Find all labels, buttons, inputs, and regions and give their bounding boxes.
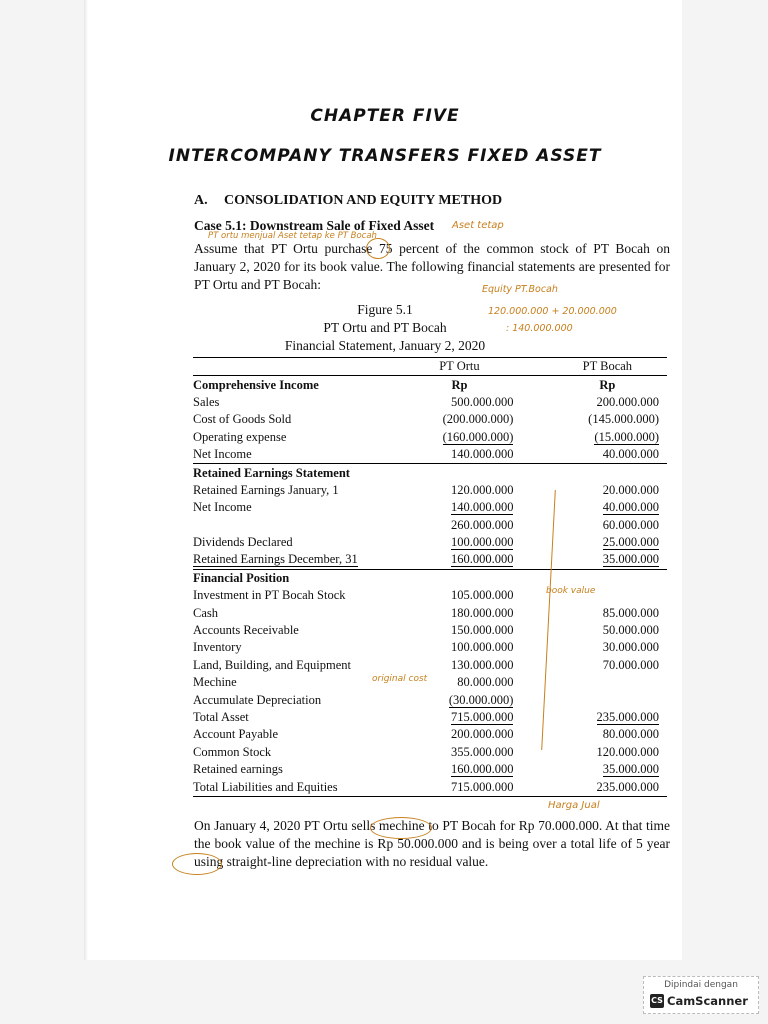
pt-ortu-value-text: 120.000.000 (450, 482, 514, 497)
pt-ortu-value (405, 744, 523, 761)
handwritten-note-menjual: PT ortu menjual Aset tetap ke PT Bocah (208, 231, 377, 241)
pt-ortu-value-text: 160.000.000 (450, 762, 514, 777)
pt-bocah-value (556, 551, 667, 569)
handwritten-note-harga-jual: Harga Jual (548, 800, 600, 811)
pt-bocah-value-text: (145.000.000) (588, 412, 659, 427)
pt-bocah-value (556, 534, 667, 551)
figure-subtitle: PT Ortu and PT Bocah (323, 320, 447, 335)
pt-bocah-value (556, 517, 667, 534)
figure-label: Figure 5.1 (357, 302, 413, 317)
table-row (193, 394, 667, 411)
handwritten-note-original-cost: original cost (372, 674, 428, 684)
row-label (193, 376, 405, 394)
pt-ortu-value-text: 130.000.000 (450, 657, 514, 672)
pt-bocah-value-text: (15.000.000) (594, 429, 659, 444)
pt-ortu-value (405, 604, 523, 621)
pt-bocah-value (556, 429, 667, 446)
table-row (193, 429, 667, 446)
pt-ortu-value-text: 260.000.000 (450, 517, 514, 532)
pt-bocah-value (556, 657, 667, 674)
row-label-text: Sales (193, 394, 220, 409)
chapter-number: CHAPTER FIVE (310, 106, 460, 126)
row-label (193, 639, 405, 656)
column-header-pt-ortu: PT Ortu (405, 358, 523, 376)
table-row (193, 761, 667, 778)
pt-ortu-value-text: (30.000.000) (448, 692, 514, 707)
pt-bocah-value (556, 726, 667, 743)
pt-ortu-value (405, 569, 523, 587)
row-label-text: Cost of Goods Sold (193, 412, 292, 427)
table-row (193, 587, 667, 604)
row-label (193, 517, 405, 534)
annotation-circle-75 (366, 238, 390, 259)
pt-bocah-value (556, 604, 667, 621)
pt-bocah-value (556, 709, 667, 726)
handwritten-note-aset-tetap: Aset tetap (452, 220, 504, 231)
table-row (193, 464, 667, 482)
pt-bocah-value-text: 120.000.000 (596, 744, 659, 759)
pt-ortu-value-text: (200.000.000) (442, 412, 514, 427)
table-row (193, 376, 667, 394)
watermark-brand: CamScanner (667, 994, 748, 1008)
row-label (193, 569, 405, 587)
pt-bocah-value (556, 464, 667, 482)
row-label-text: Cash (193, 605, 218, 620)
pt-bocah-value-text: 35.000.000 (602, 762, 659, 777)
chapter-title: INTERCOMPANY TRANSFERS FIXED ASSET (168, 146, 602, 166)
pt-ortu-value (405, 778, 523, 796)
case-title: Case 5.1: Downstream Sale of Fixed Asset (194, 218, 435, 233)
pt-bocah-value-text: 50.000.000 (602, 623, 659, 638)
table-row (193, 744, 667, 761)
pt-ortu-value-text: 355.000.000 (450, 744, 514, 759)
pt-ortu-value (405, 482, 523, 499)
row-label-text: Total Asset (193, 710, 249, 724)
row-label-text: Total Liabilities and Equities (193, 779, 338, 794)
table-row (193, 604, 667, 621)
row-label (193, 411, 405, 428)
row-label-text: Accounts Receivable (193, 623, 299, 638)
pt-ortu-value (405, 639, 523, 656)
pt-ortu-value (405, 587, 523, 604)
table-row (193, 411, 667, 428)
pt-bocah-value (556, 376, 667, 394)
row-label-text: Financial Position (193, 570, 290, 585)
pt-ortu-value (405, 499, 523, 516)
figure-date: Financial Statement, January 2, 2020 (284, 338, 486, 353)
pt-bocah-value (556, 446, 667, 464)
pt-bocah-value (556, 691, 667, 708)
pt-ortu-value-text: 160.000.000 (450, 552, 514, 567)
pt-ortu-value (405, 429, 523, 446)
section-letter: A. (194, 193, 208, 208)
pt-ortu-value-text: 105.000.000 (450, 588, 514, 603)
row-label-text: Investment in PT Bocah Stock (193, 588, 346, 603)
row-label (193, 691, 405, 708)
pt-bocah-value-text: Rp (599, 377, 616, 392)
table-row (193, 674, 667, 691)
section-title: CONSOLIDATION AND EQUITY METHOD (224, 193, 503, 208)
section-heading (194, 193, 502, 209)
row-label (193, 394, 405, 411)
pt-bocah-value-text: 235.000.000 (596, 779, 659, 794)
pt-ortu-value-text: 500.000.000 (450, 394, 514, 409)
annotation-circle-mechine (370, 817, 432, 839)
row-label-text: Comprehensive Income (193, 377, 319, 392)
table-row (193, 534, 667, 551)
table-row (193, 569, 667, 587)
pt-ortu-value (405, 394, 523, 411)
row-label-text: Inventory (193, 640, 242, 655)
pt-ortu-value (405, 622, 523, 639)
table-row (193, 639, 667, 656)
pt-ortu-value-text: 715.000.000 (450, 710, 514, 724)
pt-ortu-value (405, 761, 523, 778)
watermark-caption: Dipindai dengan (664, 980, 738, 990)
pt-bocah-value (556, 622, 667, 639)
row-label-text: Retained Earnings January, 1 (193, 482, 339, 497)
pt-ortu-value (405, 464, 523, 482)
pt-bocah-value-text: 30.000.000 (602, 640, 659, 655)
row-label (193, 587, 405, 604)
financial-statement-table (193, 357, 667, 797)
row-label (193, 604, 405, 621)
pt-bocah-value (556, 674, 667, 691)
table-row (193, 482, 667, 499)
pt-ortu-value-text: (160.000.000) (442, 429, 514, 444)
row-label-text: Retained Earnings Statement (193, 465, 350, 480)
row-label (193, 709, 405, 726)
handwritten-note-total: : 140.000.000 (506, 323, 573, 334)
pt-ortu-value-text: 200.000.000 (450, 727, 514, 742)
pt-ortu-value (405, 709, 523, 726)
handwritten-note-book-value: book value (546, 586, 596, 596)
pt-ortu-value (405, 446, 523, 464)
column-header-pt-bocah: PT Bocah (556, 358, 667, 376)
table-row (193, 622, 667, 639)
pt-bocah-value (556, 499, 667, 516)
table-row (193, 709, 667, 726)
table-row (193, 499, 667, 516)
pt-bocah-value-text: 25.000.000 (602, 535, 659, 550)
row-label (193, 534, 405, 551)
pt-bocah-value-text: 40.000.000 (602, 447, 659, 462)
pt-ortu-value (405, 726, 523, 743)
row-label-text: Land, Building, and Equipment (193, 657, 351, 672)
row-label-text: Common Stock (193, 744, 272, 759)
camscanner-logo-icon: CS (650, 994, 664, 1008)
row-label (193, 499, 405, 516)
table-header-row (193, 358, 667, 376)
pt-bocah-value (556, 394, 667, 411)
row-label (193, 429, 405, 446)
table-row (193, 657, 667, 674)
pt-ortu-value-text: 140.000.000 (450, 447, 514, 462)
pt-ortu-value (405, 517, 523, 534)
row-label (193, 726, 405, 743)
row-label-text: Net Income (193, 500, 252, 515)
pt-ortu-value-text: 140.000.000 (450, 500, 514, 515)
pt-ortu-value (405, 691, 523, 708)
row-label-text: Accumulate Depreciation (193, 692, 322, 707)
pt-bocah-value (556, 744, 667, 761)
handwritten-note-equity: Equity PT.Bocah (482, 284, 558, 295)
pt-bocah-value (556, 482, 667, 499)
pt-ortu-value-text: 100.000.000 (450, 535, 514, 550)
closing-paragraph: On January 4, 2020 PT Ortu sells mechine to PT Bocah for Rp 70.000.000. At that time the book value of the mechine is Rp 50.000.000 and is being over a total life of 5 year using straight-line depreciation with no residual value. (194, 818, 670, 869)
annotation-circle-5-year (172, 853, 222, 875)
intro-paragraph: Assume that PT Ortu purchase 75 percent of the common stock of PT Bocah on January 2, 2020 for its book value. The following financial statements are presented for PT Ortu and PT Bocah: (194, 241, 670, 292)
pt-ortu-value-text: 80.000.000 (457, 675, 514, 690)
pt-bocah-value-text: 20.000.000 (602, 482, 659, 497)
pt-bocah-value-text: 80.000.000 (602, 727, 659, 742)
pt-bocah-value (556, 569, 667, 587)
pt-ortu-value-text: 150.000.000 (450, 623, 514, 638)
row-label (193, 657, 405, 674)
table-row (193, 517, 667, 534)
table-row (193, 551, 667, 569)
row-label-text: Net Income (193, 447, 252, 462)
pt-bocah-value-text: 60.000.000 (602, 517, 659, 532)
table-row (193, 691, 667, 708)
pt-ortu-value-text: 100.000.000 (450, 640, 514, 655)
pt-bocah-value (556, 761, 667, 778)
row-label (193, 761, 405, 778)
camscanner-watermark (643, 976, 759, 1014)
row-label (193, 778, 405, 796)
row-label-text: Account Payable (193, 727, 279, 742)
pt-ortu-value-text: 715.000.000 (450, 779, 514, 794)
row-label (193, 551, 405, 569)
pt-ortu-value (405, 551, 523, 569)
row-label (193, 744, 405, 761)
pt-bocah-value (556, 411, 667, 428)
table-row (193, 778, 667, 796)
row-label-text: Dividends Declared (193, 535, 293, 550)
row-label-text: Retained Earnings December, 31 (193, 552, 358, 567)
pt-bocah-value-text: 40.000.000 (602, 500, 659, 515)
pt-ortu-value (405, 411, 523, 428)
row-label-text: Mechine (193, 675, 237, 690)
pt-ortu-value (405, 376, 523, 394)
row-label-text: Operating expense (193, 429, 287, 444)
row-label (193, 622, 405, 639)
row-label (193, 446, 405, 464)
table-row (193, 446, 667, 464)
pt-ortu-value-text: Rp (451, 377, 468, 392)
pt-ortu-value (405, 657, 523, 674)
pt-bocah-value (556, 639, 667, 656)
pt-bocah-value-text: 235.000.000 (596, 710, 659, 724)
pt-bocah-value-text: 35.000.000 (602, 552, 659, 567)
pt-bocah-value-text: 70.000.000 (602, 657, 659, 672)
pt-bocah-value (556, 778, 667, 796)
pt-ortu-value-text: 180.000.000 (450, 605, 514, 620)
pt-ortu-value (405, 534, 523, 551)
table-row (193, 726, 667, 743)
pt-bocah-value-text: 85.000.000 (602, 605, 659, 620)
row-label (193, 482, 405, 499)
pt-bocah-value-text: 200.000.000 (596, 394, 659, 409)
handwritten-note-sum: 120.000.000 + 20.000.000 (488, 306, 617, 317)
row-label-text: Retained earnings (193, 762, 283, 777)
row-label (193, 464, 405, 482)
